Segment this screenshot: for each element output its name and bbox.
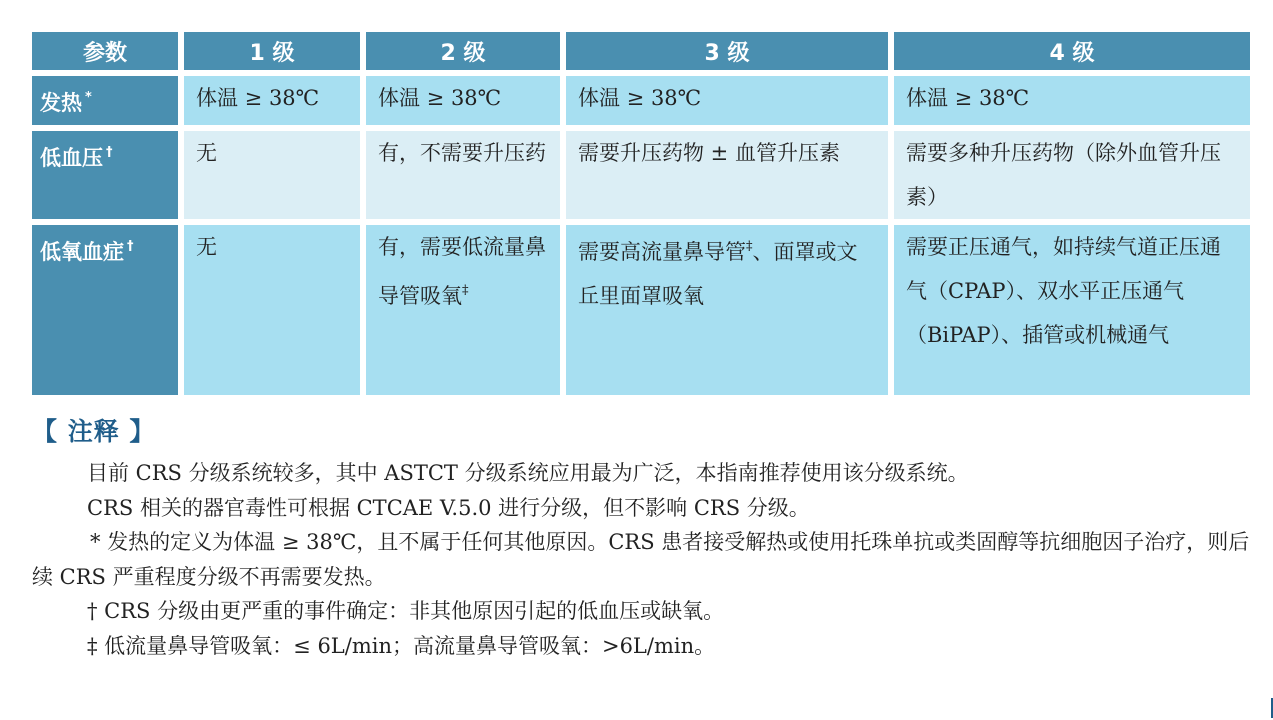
cell-hypoxia-grade-1: 无 [184,225,360,395]
cell-hypoxia-grade-4: 需要正压通气，如持续气道正压通气（CPAP）、双水平正压通气（BiPAP）、插管或机械通气 [894,225,1250,395]
table-header-row [32,32,1250,70]
cell-fever-grade-4: 体温 ≥ 38℃ [894,76,1250,125]
cell-fever-grade-1: 体温 ≥ 38℃ [184,76,360,125]
crs-grading-table [26,26,1256,401]
cell-hypotension-grade-2: 有，不需要升压药 [366,131,560,219]
footnote-mark: ‡ [746,239,753,254]
notes-body [32,456,1257,663]
param-hypoxia: 低氧血症 † [32,225,178,395]
note-line: CRS 相关的器官毒性可根据 CTCAE V.5.0 进行分级，但不影响 CRS 分级。 [87,495,810,520]
note-footnote-dagger: † CRS 分级由更严重的事件确定：非其他原因引起的低血压或缺氧。 [87,599,725,623]
table-row-hypoxia [32,225,1250,395]
footnote-mark: † [106,145,113,160]
table-row-hypotension [32,131,1250,219]
note-footnote-star: * 发热的定义为体温 ≥ 38℃，且不属于任何其他原因。CRS 患者接受解热或使用托珠单抗或类固醇等抗细胞因子治疗，则后续 CRS 严重程度分级不再需要发热。 [32,530,1250,589]
header-parameter: 参数 [32,32,178,70]
cell-fever-grade-2: 体温 ≥ 38℃ [366,76,560,125]
cell-hypotension-grade-1: 无 [184,131,360,219]
header-grade-3: 3 级 [566,32,888,70]
footnote-mark: ‡ [462,283,469,298]
note-footnote-double-dagger: ‡ 低流量鼻导管吸氧：≤ 6L/min；高流量鼻导管吸氧：>6L/min。 [87,633,716,658]
header-grade-2: 2 级 [366,32,560,70]
cell-hypoxia-grade-2: 有，需要低流量鼻导管吸氧‡ [366,225,560,395]
cell-hypotension-grade-3: 需要升压药物 ± 血管升压素 [566,131,888,219]
header-grade-1: 1 级 [184,32,360,70]
cell-fever-grade-3: 体温 ≥ 38℃ [566,76,888,125]
footnote-mark: † [127,239,134,254]
table-row-fever [32,76,1250,125]
notes-heading: 【 注释 】 [32,417,156,446]
param-hypotension: 低血压 † [32,131,178,219]
cell-hypotension-grade-4: 需要多种升压药物（除外血管升压素） [894,131,1250,219]
cell-hypoxia-grade-3: 需要高流量鼻导管‡、面罩或文丘里面罩吸氧 [566,225,888,395]
footnote-mark: * [85,90,92,105]
param-fever: 发热 * [32,76,178,125]
note-line: 目前 CRS 分级系统较多，其中 ASTCT 分级系统应用最为广泛，本指南推荐使用该分级系统。 [87,461,969,485]
header-grade-4: 4 级 [894,32,1250,70]
